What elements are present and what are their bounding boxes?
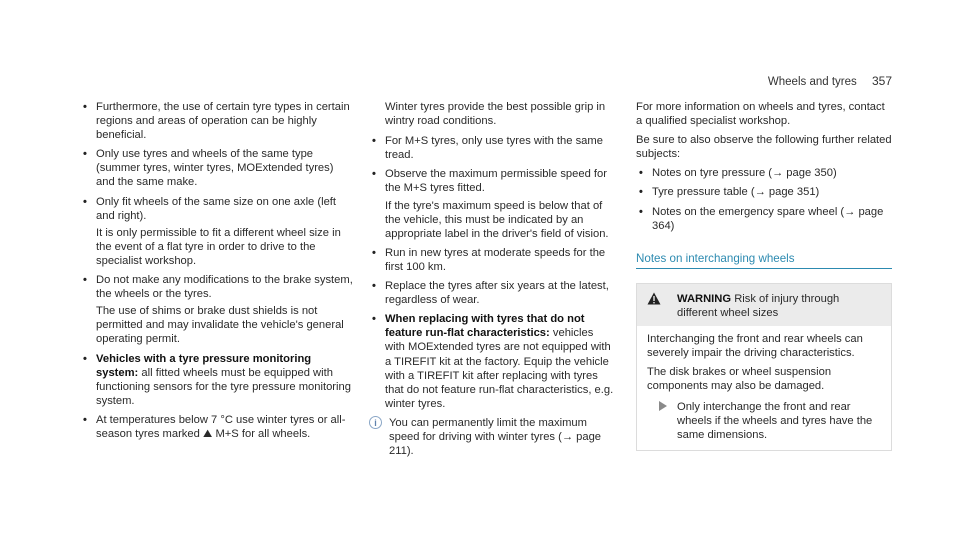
item-text: • Observe the maximum permissible speed for the M+S tyres fitted.	[385, 168, 607, 195]
play-arrow-icon	[659, 401, 667, 411]
list-item	[369, 312, 615, 411]
list-item	[369, 246, 615, 274]
item-text: The use of shims or brake dust shields is not permitted and may invalidate the vehicle's general operating permit.	[96, 305, 344, 346]
item-text: • For M+S tyres, only use tyres with the same tread.	[385, 135, 603, 162]
list-item	[80, 100, 355, 142]
list-item	[80, 352, 355, 408]
column-2	[369, 100, 615, 458]
list-item	[80, 195, 355, 268]
item-text: • Tyre pressure table (→ page 351)	[652, 186, 820, 199]
column-3	[636, 100, 892, 238]
warning-triangle-icon	[647, 292, 661, 305]
intro-text: Winter tyres provide the best possible grip in wintry road conditions.	[385, 101, 606, 128]
item-text: If the tyre's maximum speed is below that of the vehicle, this must be indicated by an appropriate label in the driver's field of vision.	[385, 199, 609, 240]
list-item	[80, 413, 355, 441]
item-text: It is only permissible to fit a different wheel size in the event of a flat tyre in order to drive to the specialist workshop.	[96, 226, 341, 267]
list-item	[369, 167, 615, 240]
item-text: • Furthermore, the use of certain tyre types in certain regions and areas of operation can be highly beneficial.	[96, 101, 350, 142]
item-text: • At temperatures below 7 °C use winter tyres or all-season tyres marked ⛰ M+S for all wheels.	[96, 413, 346, 440]
info-text: You can permanently limit the maximum speed for driving with winter tyres (→ page 211).	[389, 416, 602, 458]
item-text: • Run in new tyres at moderate speeds for the first 100 km.	[385, 246, 606, 273]
item-bold-lead: When replacing with tyres that do not feature run-flat characteristics:	[385, 313, 585, 340]
related-link[interactable]	[636, 205, 892, 233]
warning-label: WARNING	[677, 293, 732, 305]
list-item	[80, 273, 355, 346]
item-text: • Notes on tyre pressure (→ page 350)	[652, 167, 837, 180]
info-icon: i	[369, 416, 382, 429]
item-bold-lead: Vehicles with a tyre pressure monitoring system:	[96, 352, 312, 379]
item-text: • Replace the tyres after six years at the latest, regardless of wear.	[385, 280, 609, 307]
section-title: Notes on interchanging wheels	[636, 252, 892, 269]
item-text: • Do not make any modifications to the brake system, the wheels or the tyres.	[96, 274, 353, 301]
more-info-text: For more information on wheels and tyres, contact a qualified specialist workshop.	[636, 101, 885, 128]
warning-text: The disk brakes or wheel suspension components may also be damaged.	[647, 366, 832, 393]
column-1	[80, 100, 355, 446]
related-link[interactable]	[636, 185, 892, 199]
page-header	[768, 74, 892, 88]
page-number: 357	[871, 74, 892, 88]
action-step	[647, 400, 881, 442]
header-title: Wheels and tyres	[767, 76, 857, 88]
related-subjects-text: Be sure to also observe the following further related subjects:	[636, 134, 892, 161]
item-text: vehicles with MOExtended tyres are not equipped with a TIREFIT kit at the factory. Equip the vehicle with a TIREFIT kit after replacing with tyres that do not feature run-flat characteristics, e.g. winter tyres.	[385, 327, 614, 410]
list-item	[369, 134, 615, 162]
warning-body	[637, 326, 891, 450]
action-text: Only interchange the front and rear wheels if the wheels and tyres have the same dimensions.	[677, 400, 873, 441]
warning-header	[637, 284, 891, 326]
warning-box	[636, 283, 892, 451]
item-text: • Only use tyres and wheels of the same type (summer tyres, winter tyres, MOExtended tyres) and the same make.	[96, 148, 334, 189]
item-text: all fitted wheels must be equipped with functioning sensors for the tyre pressure monitoring system.	[96, 366, 351, 407]
related-link[interactable]	[636, 166, 892, 180]
item-text: • Only fit wheels of the same size on one axle (left and right).	[96, 195, 337, 222]
warning-title: Risk of injury through different wheel sizes	[677, 293, 840, 320]
item-text: • Notes on the emergency spare wheel (→ page 364)	[652, 205, 884, 232]
warning-text: Interchanging the front and rear wheels can severely impair the driving characteristics.	[647, 333, 863, 360]
info-note	[369, 416, 615, 458]
list-item	[80, 147, 355, 189]
list-item	[369, 279, 615, 307]
